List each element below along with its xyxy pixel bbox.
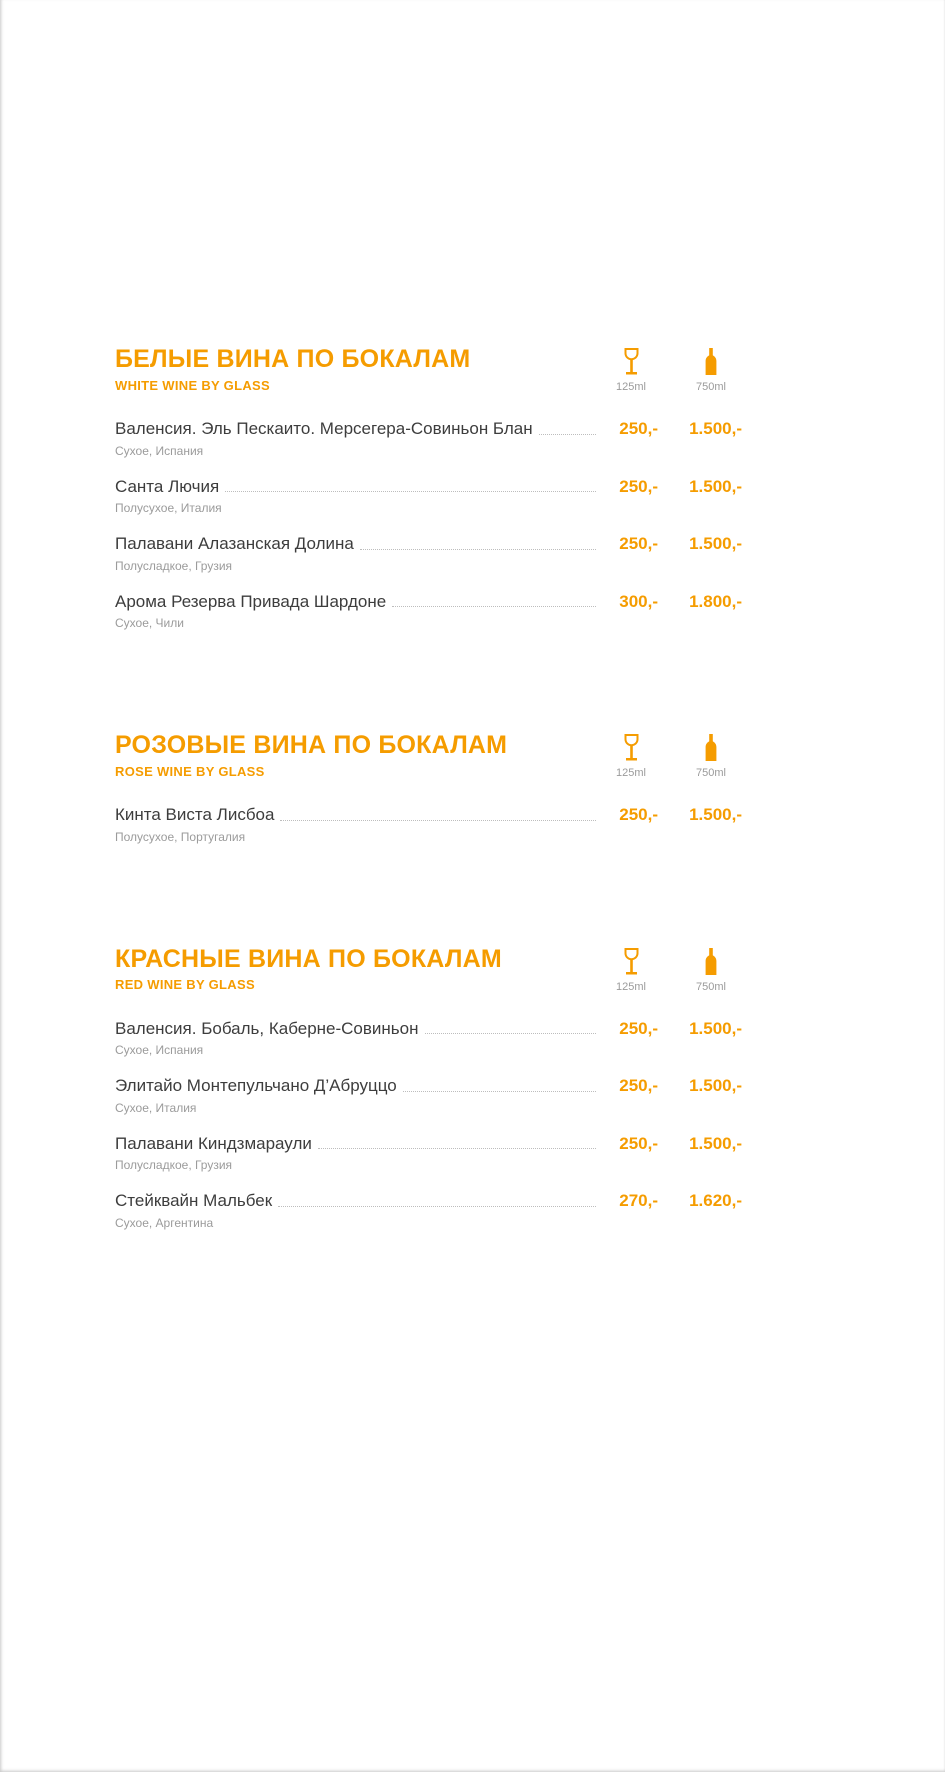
glass-price: 270,- — [619, 1191, 658, 1211]
serving-size-columns — [600, 948, 742, 993]
section-title: КРАСНЫЕ ВИНА ПО БОКАЛАМ — [115, 944, 502, 973]
item-name: Палавани Киндзмараули — [115, 1133, 312, 1153]
dotted-leader — [278, 1205, 596, 1207]
glass-column — [600, 734, 662, 779]
section-subtitle: RED WINE BY GLASS — [115, 977, 255, 993]
dotted-leader — [360, 548, 596, 550]
section-title: БЕЛЫЕ ВИНА ПО БОКАЛАМ — [115, 345, 471, 373]
section-title: РОЗОВЫЕ ВИНА ПО БОКАЛАМ — [115, 731, 508, 760]
bottle-price: 1.500,- — [689, 419, 742, 438]
glass-price: 250,- — [619, 419, 658, 438]
serving-size-columns — [600, 348, 742, 393]
glass-price: 250,- — [619, 1076, 658, 1096]
item-name: Арома Резерва Привада Шардоне — [115, 591, 387, 611]
bottle-price: 1.500,- — [689, 476, 742, 496]
bottle-volume-label: 750ml — [696, 767, 726, 780]
section-subtitle: WHITE WINE BY GLASS — [115, 377, 270, 393]
bottle-column — [680, 948, 742, 993]
wine-glass-icon — [600, 734, 662, 761]
item-description: Полусухое, Италия — [115, 501, 222, 516]
menu-item — [115, 1134, 742, 1173]
glass-price: 250,- — [619, 476, 658, 496]
glass-price: 250,- — [619, 1018, 658, 1038]
wine-glass-icon — [600, 948, 662, 975]
section-white-wine — [115, 346, 742, 630]
menu-content — [115, 346, 742, 1249]
bottle-price: 1.800,- — [689, 591, 742, 611]
section-header — [115, 346, 742, 393]
menu-item — [115, 805, 742, 844]
wine-bottle-icon — [680, 348, 742, 375]
bottle-column — [680, 734, 742, 779]
serving-size-columns — [600, 734, 742, 779]
glass-volume-label: 125ml — [616, 767, 646, 780]
dotted-leader — [318, 1147, 596, 1149]
item-description: Полусладкое, Грузия — [115, 558, 233, 573]
dotted-leader — [225, 490, 596, 492]
item-description: Сухое, Аргентина — [115, 1215, 214, 1230]
menu-item — [115, 419, 742, 458]
item-name: Валенсия. Бобаль, Каберне-Совиньон — [115, 1018, 419, 1038]
bottle-price: 1.620,- — [689, 1191, 742, 1211]
item-name: Палавани Алазанская Долина — [115, 534, 354, 554]
bottle-price: 1.500,- — [689, 1076, 742, 1096]
item-description: Полусухое, Португалия — [115, 829, 246, 844]
section-red-wine — [115, 946, 742, 1230]
bottle-volume-label: 750ml — [696, 980, 726, 993]
glass-volume-label: 125ml — [616, 980, 646, 993]
glass-price: 250,- — [619, 805, 658, 825]
menu-item — [115, 1019, 742, 1058]
item-description: Сухое, Испания — [115, 1043, 204, 1058]
glass-column — [600, 948, 662, 993]
menu-item — [115, 1076, 742, 1115]
wine-bottle-icon — [680, 948, 742, 975]
section-titles — [115, 732, 507, 779]
bottle-price: 1.500,- — [689, 805, 742, 825]
dotted-leader — [392, 605, 596, 607]
dotted-leader — [539, 433, 596, 435]
menu-item — [115, 1191, 742, 1230]
wine-glass-icon — [600, 348, 662, 375]
item-description: Сухое, Италия — [115, 1100, 197, 1115]
dotted-leader — [425, 1032, 596, 1034]
bottle-price: 1.500,- — [689, 1133, 742, 1153]
menu-item — [115, 592, 742, 631]
menu-item — [115, 477, 742, 516]
item-description: Полусладкое, Грузия — [115, 1158, 233, 1173]
bottle-volume-label: 750ml — [696, 381, 726, 393]
glass-price: 250,- — [619, 534, 658, 554]
item-name: Валенсия. Эль Пескаито. Мерсегера-Совиньон Блан — [115, 419, 533, 438]
bottle-price: 1.500,- — [689, 1018, 742, 1038]
item-name: Стейквайн Мальбек — [115, 1191, 273, 1211]
bottle-price: 1.500,- — [689, 534, 742, 554]
section-titles — [115, 346, 470, 393]
item-description: Сухое, Испания — [115, 443, 204, 458]
bottle-column — [680, 348, 742, 393]
dotted-leader — [403, 1090, 596, 1092]
section-titles — [115, 946, 502, 993]
glass-column — [600, 348, 662, 393]
glass-price: 300,- — [619, 591, 658, 611]
glass-volume-label: 125ml — [616, 381, 646, 393]
section-subtitle: ROSE WINE BY GLASS — [115, 763, 265, 779]
item-description: Сухое, Чили — [115, 616, 184, 631]
item-name: Элитайо Монтепульчано Д’Абруццо — [115, 1076, 397, 1096]
menu-item — [115, 534, 742, 573]
section-header — [115, 732, 742, 779]
glass-price: 250,- — [619, 1133, 658, 1153]
item-name: Кинта Виста Лисбоа — [115, 805, 275, 825]
section-header — [115, 946, 742, 993]
dotted-leader — [280, 819, 596, 821]
section-rose-wine — [115, 732, 742, 844]
item-name: Санта Лючия — [115, 476, 220, 496]
wine-bottle-icon — [680, 734, 742, 761]
